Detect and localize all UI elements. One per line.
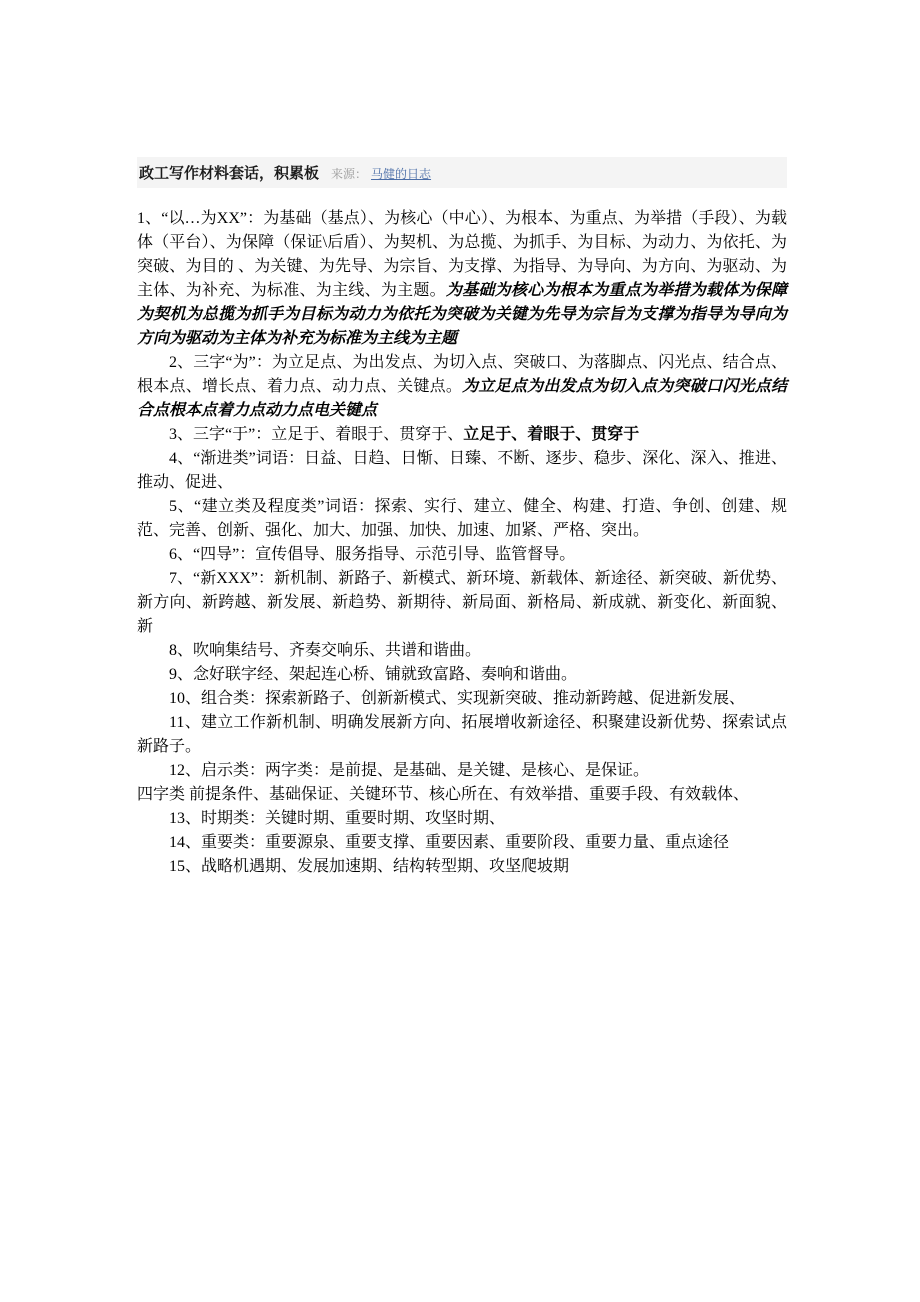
source-link[interactable]: 马健的日志 [371, 167, 432, 181]
document-title: 政工写作材料套话，积累板 [139, 165, 320, 182]
document-body [137, 207, 787, 879]
paragraph-7 [137, 567, 787, 639]
paragraph-3 [137, 423, 787, 447]
paragraph-13 [137, 783, 787, 807]
document-content [137, 157, 787, 879]
paragraph-12-run-1: 12、启示类：两字类：是前提、是基础、是关键、是核心、是保证。 [169, 762, 650, 779]
paragraph-14 [137, 807, 787, 831]
paragraph-11-run-1: 11、建立工作新机制、明确发展新方向、拓展增收新途径、积聚建设新优势、探索试点新路子。 [137, 714, 787, 755]
paragraph-10-run-1: 10、组合类：探索新路子、创新新模式、实现新突破、推动新跨越、促进新发展、 [169, 690, 746, 707]
paragraph-1-run-2-emphasis: 为基础为核心为根本为重点为举措为载体为保障为契机为总揽为抓手为目标为动力为依托为突破为关键为先导为宗旨为支撑为指导为导向为方向为驱动为主体为补充为标准为主线为主题 [137, 282, 787, 347]
paragraph-15 [137, 831, 787, 855]
paragraph-6 [137, 543, 787, 567]
paragraph-8-run-1: 8、吹响集结号、齐奏交响乐、共谱和谐曲。 [169, 642, 482, 659]
paragraph-3-run-1: 3、三字“于”：立足于、着眼于、贯穿于、 [169, 426, 464, 443]
paragraph-4 [137, 447, 787, 495]
paragraph-6-run-1: 6、“四导”：宣传倡导、服务指导、示范引导、监管督导。 [169, 546, 576, 563]
paragraph-5 [137, 495, 787, 543]
paragraph-15-run-1: 14、重要类：重要源泉、重要支撑、重要因素、重要阶段、重要力量、重点途径 [169, 834, 730, 851]
paragraph-5-run-1: 5、“建立类及程度类”词语：探索、实行、建立、健全、构建、打造、争创、创建、规范、完善、创新、强化、加大、加强、加快、加速、加紧、严格、突出。 [137, 498, 787, 539]
paragraph-13-run-1: 四字类 前提条件、基础保证、关键环节、核心所在、有效举措、重要手段、有效载体、 [137, 786, 750, 803]
paragraph-12 [137, 759, 787, 783]
paragraph-2-run-2-emphasis: 为立足点为出发点为切入点为突破口闪光点结合点根本点着力点动力点电关键点 [137, 378, 787, 419]
paragraph-16-run-1: 15、战略机遇期、发展加速期、结构转型期、攻坚爬坡期 [169, 858, 570, 875]
paragraph-14-run-1: 13、时期类：关键时期、重要时期、攻坚时期、 [169, 810, 506, 827]
paragraph-16 [137, 855, 787, 879]
paragraph-3-run-2-emphasis: 立足于、着眼于、贯穿于 [463, 426, 640, 443]
paragraph-1 [137, 207, 787, 351]
paragraph-2-run-1: 2、三字“为”：为立足点、为出发点、为切入点、突破口、为落脚点、闪光点、结合点、根本点、增长点、着力点、动力点、关键点。 [137, 354, 787, 395]
paragraph-11 [137, 711, 787, 759]
paragraph-9 [137, 663, 787, 687]
paragraph-4-run-1: 4、“渐进类”词语：日益、日趋、日惭、日臻、不断、逐步、稳步、深化、深入、推进、推动、促进、 [137, 450, 787, 491]
paragraph-7-run-1: 7、“新XXX”：新机制、新路子、新模式、新环境、新载体、新途径、新突破、新优势、新方向、新跨越、新发展、新趋势、新期待、新局面、新格局、新成就、新变化、新面貌、新 [137, 570, 787, 635]
paragraph-8 [137, 639, 787, 663]
source-label: 来源： [331, 167, 368, 181]
paragraph-9-run-1: 9、念好联字经、架起连心桥、铺就致富路、奏响和谐曲。 [169, 666, 578, 683]
paragraph-2 [137, 351, 787, 423]
document-header [137, 157, 787, 188]
paragraph-1-run-1: 1、“以…为XX”：为基础（基点）、为核心（中心）、为根本、为重点、为举措（手段）、为载体（平台）、为保障（保证\后盾）、为契机、为总揽、为抓手、为目标、为动力、为依托、为突破、为目的 、为关键、为先导、为宗旨、为支撑、为指导、为导向、为方向、为驱动、为主体、为补充、为标准、为主线、为主题。 [137, 210, 787, 299]
paragraph-10 [137, 687, 787, 711]
